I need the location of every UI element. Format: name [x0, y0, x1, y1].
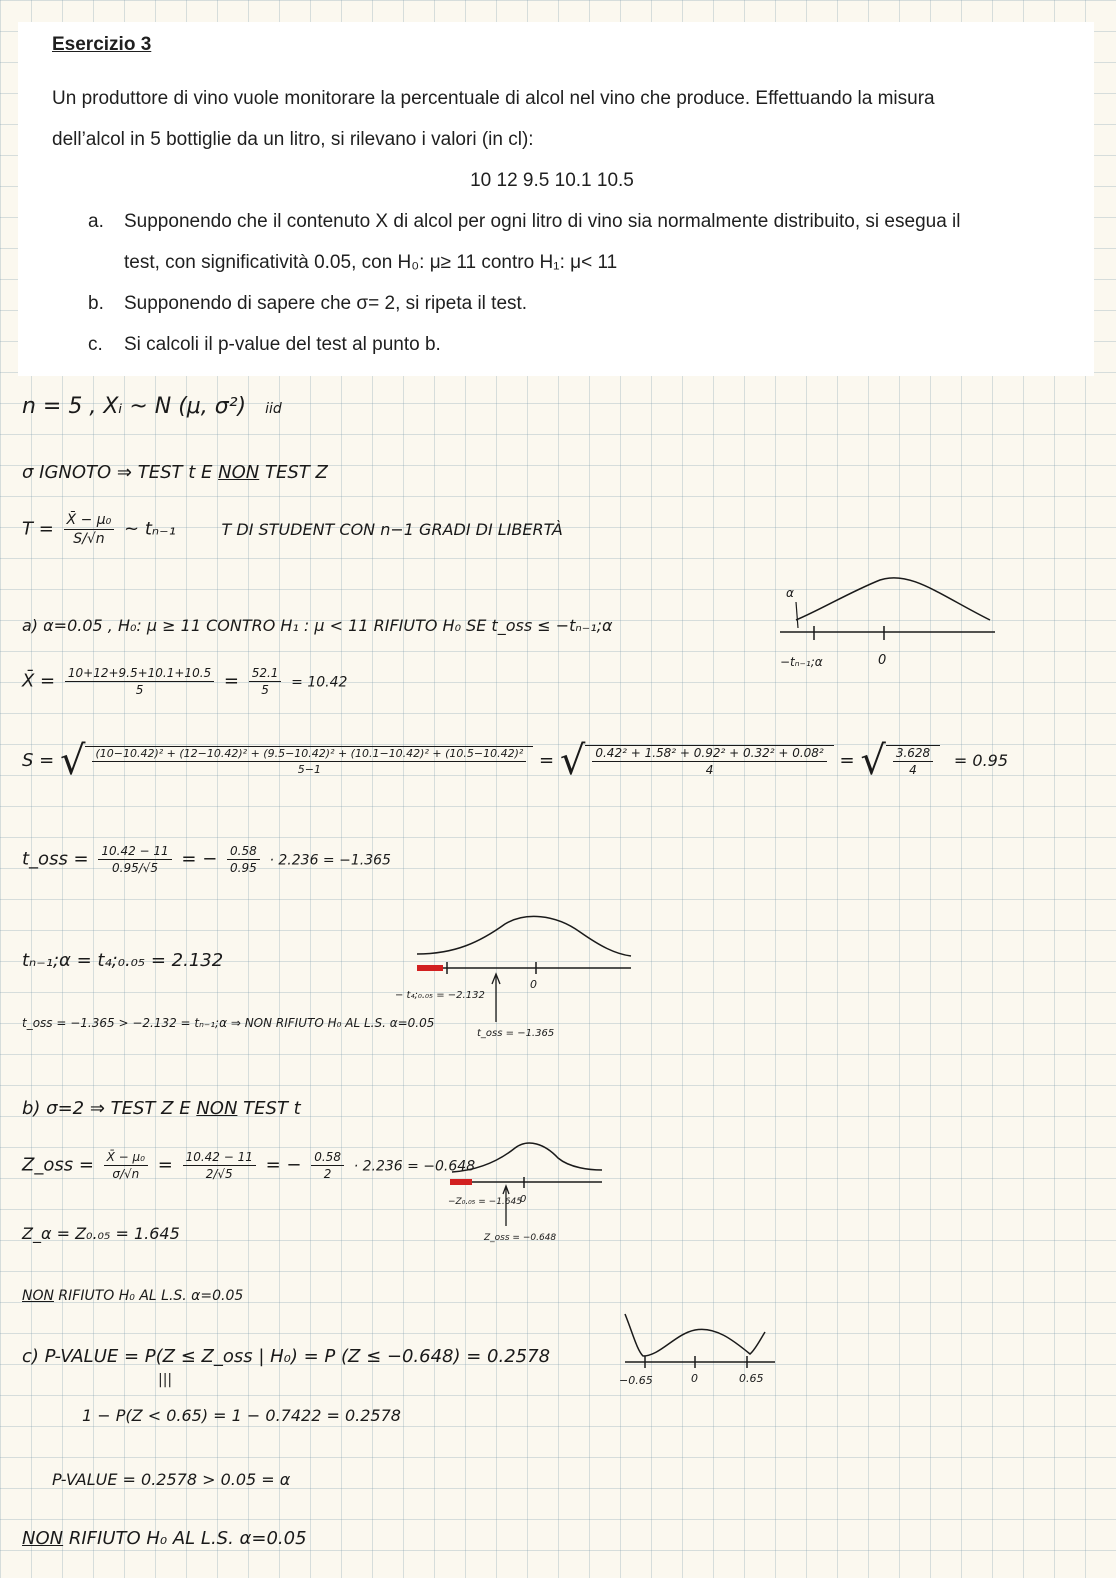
item-marker: c. — [88, 334, 103, 355]
xbar-result: = 10.42 — [291, 674, 348, 691]
s-num2: 0.42² + 1.58² + 0.92² + 0.32² + 0.08² — [592, 746, 826, 762]
exercise-item-b — [52, 283, 1054, 324]
exercise-box — [18, 22, 1094, 376]
zoss-fraction-2 — [183, 1150, 256, 1181]
toss-line — [22, 844, 391, 875]
sqrt-symbol: √ — [559, 738, 586, 784]
part-b-a: b) σ=2 ⇒ TEST Z E — [22, 1098, 191, 1119]
exercise-intro-line1: Un produttore di vino vuole monitorare la percentuale di alcol nel vino che produce. Effettuando la misura — [52, 88, 935, 109]
xbar-num: 10+12+9.5+10.1+10.5 — [65, 666, 214, 682]
part-b-b: TEST t — [243, 1098, 301, 1119]
zoss-result: · 2.236 = −0.648 — [353, 1158, 476, 1175]
xbar-num2: 52.1 — [249, 666, 282, 682]
iid-text: iid — [265, 401, 282, 417]
exercise-intro-line2: dell’alcol in 5 bottiglie da un litro, si rilevano i valori (in cl): — [52, 129, 534, 150]
final-conclusion — [22, 1528, 307, 1549]
b-concl-non: NON — [22, 1288, 54, 1304]
zoss-den2: 2/√5 — [205, 1167, 233, 1181]
toss-result: · 2.236 = −1.365 — [269, 852, 391, 869]
s-fraction-1 — [92, 747, 526, 776]
final-concl-text: RIFIUTO H₀ AL L.S. α=0.05 — [68, 1528, 307, 1549]
toss-num: 10.42 − 11 — [98, 844, 171, 860]
sigma-unknown-a: σ IGNOTO ⇒ TEST t E — [22, 462, 213, 483]
g2-toss-label: t_oss = −1.365 — [477, 1028, 555, 1039]
xbar-fraction-2 — [249, 666, 282, 697]
tcompare-line: t_oss = −1.365 > −2.132 = tₙ₋₁;α ⇒ NON RIFIUTO H₀ AL L.S. α=0.05 — [22, 1016, 435, 1030]
part-b-line — [22, 1098, 301, 1119]
s-den3: 4 — [909, 762, 917, 777]
exercise-item-a — [52, 201, 1054, 283]
sigma-unknown-non: NON — [218, 462, 260, 483]
zoss-eq: = — [157, 1154, 173, 1176]
s-lhs: S = — [22, 750, 55, 771]
part-b-non: NON — [196, 1098, 238, 1119]
graph-1-rejection-region — [780, 570, 1000, 675]
s-sqrt-1 — [85, 746, 533, 776]
g3-curve — [452, 1143, 602, 1172]
g4-pos-label: 0.65 — [739, 1372, 764, 1385]
xbar-eq: = — [223, 670, 239, 692]
toss-den: 0.95/√5 — [112, 861, 159, 875]
pvalue-line-2: 1 − P(Z < 0.65) = 1 − 0.7422 = 0.2578 — [82, 1406, 401, 1425]
pvalue-line-1: c) P-VALUE = P(Z ≤ Z_oss | H₀) = P (Z ≤ −0.648) = 0.2578 — [22, 1346, 551, 1367]
sqrt-symbol: √ — [59, 738, 86, 784]
g2-neg-t-label: − t₄;₀.₀₅ = −2.132 — [395, 990, 485, 1001]
pvalue-mid: ||| — [158, 1372, 173, 1388]
xbar-line — [22, 666, 347, 697]
zoss-lhs: Z_oss = — [22, 1154, 94, 1176]
t-student-text: T DI STUDENT CON n−1 GRADI DI LIBERTÀ — [221, 519, 563, 539]
exercise-values: 10 12 9.5 10.1 10.5 — [470, 170, 634, 191]
g3-neg-z-label: −Z₀.₀₅ = −1.645 — [448, 1197, 522, 1207]
xbar-den2: 5 — [261, 683, 269, 697]
toss-num2: 0.58 — [227, 844, 260, 860]
toss-mid: = − — [181, 848, 218, 870]
zoss-den3: 2 — [323, 1167, 332, 1181]
xbar-den: 5 — [135, 683, 144, 697]
s-fraction-2 — [592, 746, 826, 777]
s-eq1: = — [539, 750, 555, 771]
toss-fraction-1 — [98, 844, 171, 875]
final-non: NON — [22, 1528, 64, 1549]
b-concl-text: RIFIUTO H₀ AL L.S. α=0.05 — [58, 1288, 244, 1304]
g1-alpha-arrow — [796, 602, 798, 628]
part-b-conclusion — [22, 1288, 243, 1304]
zoss-fraction-1 — [104, 1150, 148, 1181]
s-eq2: = — [839, 750, 855, 771]
g1-zero-label: 0 — [878, 653, 887, 668]
model-line — [22, 394, 282, 419]
s-fraction-3 — [893, 746, 933, 777]
xbar-lhs: X̄ = — [22, 670, 56, 692]
sigma-unknown-b: TEST Z — [264, 462, 328, 483]
zoss-num3: 0.58 — [311, 1150, 344, 1166]
toss-lhs: t_oss = — [22, 848, 89, 870]
g3-zoss-label: Z_oss = −0.648 — [484, 1233, 557, 1243]
s-num3: 3.628 — [893, 746, 933, 762]
item-marker: a. — [88, 211, 104, 232]
zoss-den: σ/√n — [112, 1167, 140, 1181]
part-a-setup: a) α=0.05 , H₀: μ ≥ 11 CONTRO H₁ : μ < 11 RIFIUTO H₀ SE t_oss ≤ −tₙ₋₁;α — [22, 616, 613, 635]
s-line — [22, 738, 1008, 784]
model-text: n = 5 , Xᵢ ~ N (μ, σ²) — [22, 394, 247, 419]
zoss-fraction-3 — [311, 1150, 344, 1181]
g4-neg-label: −0.65 — [619, 1374, 653, 1387]
s-den2: 4 — [705, 762, 714, 777]
pvalue-line-3: P-VALUE = 0.2578 > 0.05 = α — [52, 1470, 291, 1489]
xbar-fraction-1 — [65, 666, 214, 697]
t-stat-den: S/√n — [73, 531, 105, 547]
item-a-line2: test, con significatività 0.05, con H₀: μ≥ 11 contro H₁: μ< 11 — [124, 252, 618, 273]
g1-curve — [796, 578, 990, 620]
t-statistic-line — [22, 512, 563, 547]
zoss-line — [22, 1150, 475, 1181]
graph-3-z-test — [440, 1138, 610, 1248]
t-stat-rhs: ~ tₙ₋₁ — [124, 518, 176, 540]
g3-zero-label: 0 — [520, 1194, 527, 1205]
item-c-line1: Si calcoli il p-value del test al punto b. — [124, 334, 441, 355]
t-stat-num: X̄ − μ₀ — [64, 512, 115, 530]
graph-4-two-tailed — [615, 1310, 785, 1390]
t-stat-lhs: T = — [22, 518, 54, 540]
toss-fraction-2 — [227, 844, 260, 875]
sqrt-symbol: √ — [860, 738, 886, 784]
zoss-num2: 10.42 − 11 — [183, 1150, 256, 1166]
zoss-num: X̄ − μ₀ — [104, 1150, 148, 1166]
sigma-unknown-line — [22, 462, 328, 483]
toss-den2: 0.95 — [230, 861, 257, 875]
g1-alpha-label: α — [786, 586, 794, 600]
g1-neg-t-label: −tₙ₋₁;α — [780, 655, 823, 669]
graph-2-t-test — [395, 912, 635, 1047]
item-a-line1: Supponendo che il contenuto X di alcol per ogni litro di vino sia normalmente distribuito, si esegua il — [124, 211, 961, 232]
tcrit-line: tₙ₋₁;α = t₄;₀.₀₅ = 2.132 — [22, 950, 224, 971]
exercise-item-c — [52, 324, 1054, 365]
g4-zero-label: 0 — [691, 1372, 698, 1385]
s-result: = 0.95 — [953, 751, 1009, 770]
item-marker: b. — [88, 293, 104, 314]
g2-curve — [417, 916, 631, 956]
s-num: (10−10.42)² + (12−10.42)² + (9.5−10.42)² + (10.1−10.42)² + (10.5−10.42)² — [92, 747, 526, 762]
item-b-line1: Supponendo di sapere che σ= 2, si ripeta il test. — [124, 293, 528, 314]
s-den: 5−1 — [297, 762, 321, 776]
t-stat-fraction — [64, 512, 115, 547]
zoss-mid: = − — [265, 1154, 302, 1176]
g4-curve — [625, 1314, 765, 1356]
exercise-title: Esercizio 3 — [52, 34, 152, 55]
exercise-items — [52, 201, 1094, 365]
s-sqrt-3 — [886, 745, 940, 777]
s-sqrt-2 — [585, 745, 833, 777]
zcrit-line: Z_α = Z₀.₀₅ = 1.645 — [22, 1224, 180, 1243]
g2-zero-label: 0 — [530, 978, 537, 991]
